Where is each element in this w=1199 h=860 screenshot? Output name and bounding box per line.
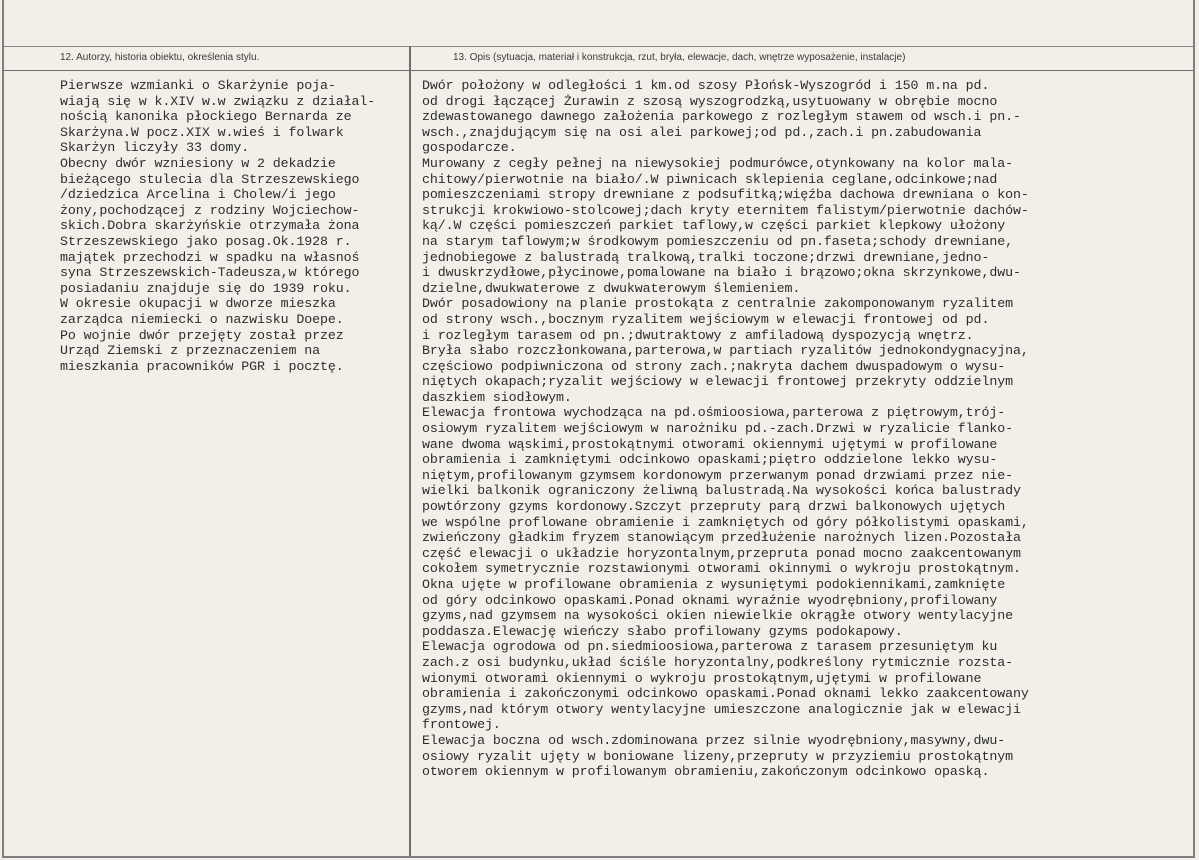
description-text-line: powtórzony gzyms kordonowy.Szczyt przepruty parą drzwi balkonowych ujętych	[422, 499, 1006, 515]
description-text-line: strukcji krokwiowo-stolcowej;dach kryty eternitem falistym/pierwotnie dachów-	[422, 202, 1029, 218]
history-text-line: /dziedzica Arcelina i Cholew/i jego	[60, 187, 336, 203]
description-text-line: częściowo podpiwniczona od strony zach.;nakryta dachem dwuspadowym o wysu-	[422, 358, 1006, 374]
description-text-line: frontowej.	[422, 717, 501, 733]
history-text-line: Skarżyn liczyły 33 domy.	[60, 140, 250, 156]
description-text-line: od góry odcinkowo opaskami.Ponad oknami wyraźnie wyodrębniony,profilowany	[422, 592, 998, 608]
section-12-heading: 12. Autorzy, historia obiektu, określenia stylu.	[60, 52, 260, 63]
description-text-line: gzyms,nad gzymsem na wysokości okien niewielkie okrągłe otwory wentylacyjne	[422, 608, 1013, 624]
description-text-line: poddasza.Elewację wieńczy słabo profilowany gzyms podokapowy.	[422, 623, 903, 639]
history-text-line: Pierwsze wzmianki o Skarżynie poja-	[60, 78, 336, 93]
description-text-line: zwieńczony gładkim fryzem stanowiącym przedłużenie narożnych lizen.Pozostała	[422, 530, 1021, 546]
description-text-line: osiowy ryzalit ujęty w boniowane lizeny,przepruty w przyziemiu prostokątnym	[422, 748, 1013, 764]
description-text-line: ką/.W części pomieszczeń parkiet taflowy,w części parkiet klepkowy ułożony	[422, 218, 1006, 234]
description-text-line: wsch.,znajdującym się na osi alei parkowej;od pd.,zach.i pn.zabudowania	[422, 124, 982, 140]
description-text-line: obramienia i zakończonymi odcinkowo opaskami.Ponad oknami lekko zaakcentowany	[422, 686, 1029, 702]
description-text-line: od drogi łączącej Żurawin z szosą wyszogrodzką,usytuowany w obrębie mocno	[422, 93, 998, 109]
description-text-column	[422, 78, 1192, 780]
description-text-line: niętych okapach;ryzalit wejściowy w elewacji frontowej przekryty oddzielnym	[422, 374, 1013, 390]
history-text-line: Po wojnie dwór przejęty został przez	[60, 327, 344, 343]
description-text-line: Elewacja frontowa wychodząca na pd.ośmioosiowa,parterowa z piętrowym,trój-	[422, 405, 1006, 421]
description-text-line: dzielne,dwukwaterowe z dwukwaterowym ślemieniem.	[422, 280, 801, 296]
description-text-line: daszkiem siodłowym.	[422, 389, 572, 405]
description-text-line: od strony wsch.,bocznym ryzalitem wejściowym w elewacji frontowej od pd.	[422, 311, 990, 327]
history-text-line: Obecny dwór wzniesiony w 2 dekadzie	[60, 155, 336, 171]
description-text-line: Elewacja boczna od wsch.zdominowana przez silnie wyodrębniony,masywny,dwu-	[422, 732, 1006, 748]
history-text-line: zarządca niemiecki o nazwisku Doepe.	[60, 311, 344, 327]
history-text-line: posiadaniu znajduje się do 1939 roku.	[60, 280, 352, 296]
history-text-line: wiają się w k.XIV w.w związku z działal-	[60, 93, 376, 109]
header-rule-lower	[4, 70, 1193, 71]
description-text-line: zach.z osi budynku,układ ściśle horyzontalny,podkreślony rytmicznie rozsta-	[422, 654, 1013, 670]
description-text-line: Dwór położony w odległości 1 km.od szosy Płońsk-Wyszogród i 150 m.na pd.	[422, 78, 990, 93]
description-text-line: Dwór posadowiony na planie prostokąta z centralnie zakomponowanym ryzalitem	[422, 296, 1013, 312]
description-text-line: gzyms,nad którym otwory wentylacyjne umieszczone analogicznie jak w elewacji	[422, 701, 1021, 717]
history-text-line: nością kanonika płockiego Bernarda ze	[60, 109, 352, 125]
description-text-line: wielki balkonik ograniczony żeliwną balustradą.Na wysokości końca balustrady	[422, 483, 1021, 499]
header-rule	[4, 46, 1193, 47]
description-text-line: niętym,profilowanym gzymsem kordonowym przerwanym ponad drzwiami przez nie-	[422, 467, 1013, 483]
history-text-line: majątek przechodzi w spadku na własnoś	[60, 249, 360, 265]
description-text-line: wane dwoma wąskimi,prostokątnymi otworami okiennymi ujętymi w profilowane	[422, 436, 998, 452]
description-text-line: Bryła słabo rozczłonkowana,parterowa,w partiach ryzalitów jednokondygnacyjna,	[422, 343, 1029, 359]
history-text-line: Urząd Ziemski z przeznaczeniem na	[60, 343, 321, 359]
section-13-heading: 13. Opis (sytuacja, materiał i konstrukcja, rzut, bryła, elewacje, dach, wnętrze wyposażenie, instalacje)	[453, 52, 906, 63]
description-text-line: chitowy/pierwotnie na biało/.W piwnicach sklepienia ceglane,odcinkowe;nad	[422, 171, 998, 187]
description-text-line: część elewacji o układzie horyzontalnym,przeprutа ponad mocno zaakcentowanym	[422, 545, 1021, 561]
history-text-column	[60, 78, 405, 374]
description-text-line: otworem okiennym w profilowanym obramieniu,zakończonym odcinkowo opaską.	[422, 764, 990, 780]
history-text-line: syna Strzeszewskich-Tadeusza,w którego	[60, 265, 360, 281]
history-text-line: skich.Dobra skarżyńskie otrzymała żona	[60, 218, 360, 234]
description-text-line: na starym taflowym;w środkowym pomieszczeniu od pn.faseta;schody drewniane,	[422, 233, 1013, 249]
description-text-line: Murowany z cegły pełnej na niewysokiej podmurówce,otynkowany na kolor mala-	[422, 155, 1013, 171]
column-divider	[409, 46, 411, 856]
description-text-line: pomieszczeniami stropy drewniane z podsufitką;więźba dachowa drewniana o kon-	[422, 187, 1029, 203]
history-text-line: Strzeszewskiego jako posag.Ok.1928 r.	[60, 233, 352, 249]
description-text-line: Okna ujęte w profilowane obramienia z wysuniętymi podokiennikami,zamknięte	[422, 577, 1006, 592]
description-text-line: we wspólne proflowane obramienie i zamkniętych od góry półkolistymi opaskami,	[422, 514, 1029, 530]
history-text-line: bieżącego stulecia dla Strzeszewskiego	[60, 171, 360, 187]
history-text-line: żony,pochodzącej z rodziny Wojciechow-	[60, 202, 360, 218]
description-text-line: osiowym ryzalitem wejściowym w narożniku pd.-zach.Drzwi w ryzalicie flanko-	[422, 421, 1013, 437]
description-text-line: gospodarcze.	[422, 140, 517, 156]
description-text-line: cokołem symetrycznie rozstawionymi otworami okinnymi o wykroju prostokątnym.	[422, 561, 1021, 577]
description-text-line: wionymi otworami okiennymi o wykroju prostokątnym,ujętymi w profilowane	[422, 670, 982, 686]
description-text-line: i dwuskrzydłowe,płycinowe,pomalowane na biało i brązowo;okna skrzynkowe,dwu-	[422, 265, 1021, 281]
description-text-line: Elewacja ogrodowa od pn.siedmioosiowa,parterowa z tarasem przesuniętym ku	[422, 639, 998, 655]
description-text-line: jednobiegowe z balustradą tralkową,tralki toczone;drzwi drewniane,jedno-	[422, 249, 990, 265]
description-text-line: i rozległym tarasem od pn.;dwutraktowy z amfiladową dyspozycją wnętrz.	[422, 327, 974, 343]
history-text-line: W okresie okupacji w dworze mieszka	[60, 296, 336, 312]
description-text-line: zdewastowanego dawnego założenia parkowego z rozległym stawem od wsch.i pn.-	[422, 109, 1021, 125]
history-text-line: Skarżyna.W pocz.XIX w.wieś i folwark	[60, 124, 344, 140]
history-text-line: mieszkania pracowników PGR i pocztę.	[60, 358, 344, 374]
description-text-line: obramienia i zamkniętymi odcinkowo opaskami;piętro oddzielone lekko wysu-	[422, 452, 998, 468]
